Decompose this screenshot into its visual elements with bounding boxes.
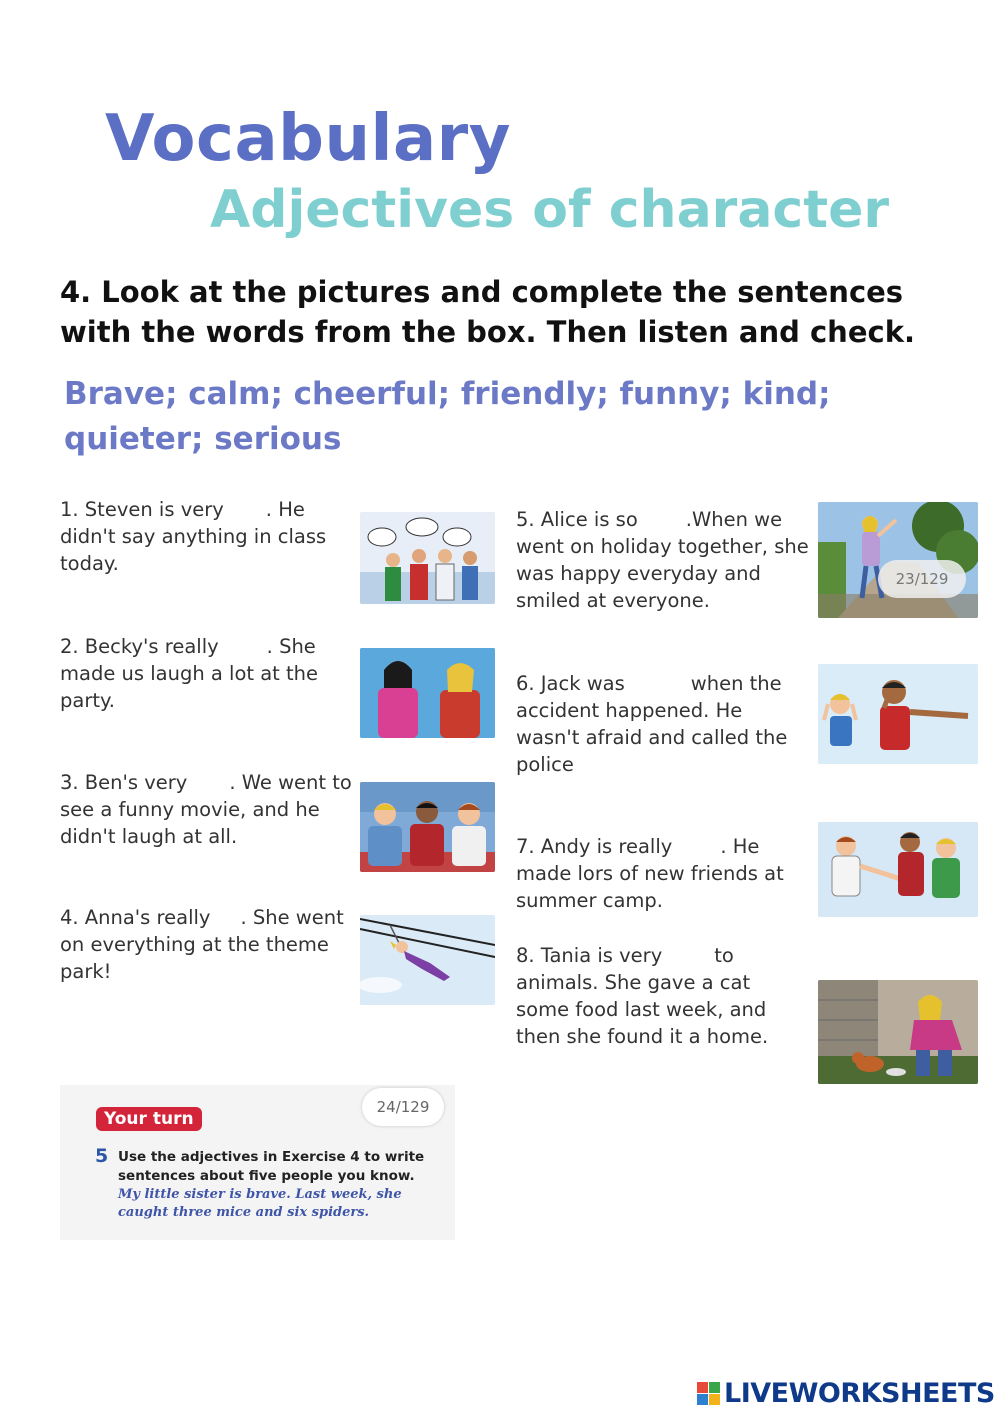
word-box: Brave; calm; cheerful; friendly; funny; kind; quieter; serious	[64, 376, 831, 457]
sentence-1-before: 1. Steven is very	[60, 498, 224, 521]
sentence-8-before: 8. Tania is very	[516, 944, 663, 967]
sentence-3-after: . We went to see a funny movie, and he didn't laugh at all.	[60, 771, 352, 848]
sentence-7-after: . He made lors of new friends at summer camp.	[516, 835, 784, 912]
sentence-1-after: . He didn't say anything in class today.	[60, 498, 327, 575]
sentence-7	[516, 833, 806, 914]
picture-3-cinema	[360, 782, 495, 872]
exercise-number: 5	[95, 1145, 109, 1167]
sentence-3-before: 3. Ben's very	[60, 771, 188, 794]
sentence-5-before: 5. Alice is so	[516, 508, 638, 531]
sentence-3	[60, 769, 360, 850]
picture-6-jack-phone	[818, 664, 978, 764]
sentence-4-after: . She went on everything at the theme park!	[60, 906, 344, 983]
picture-8-tania-cat	[818, 980, 978, 1084]
sentence-2	[60, 633, 360, 714]
page-title: Vocabulary	[105, 102, 511, 176]
sentence-6	[516, 670, 806, 778]
liveworksheets-logo-icon	[697, 1382, 721, 1406]
sentence-6-before: 6. Jack was	[516, 672, 625, 695]
your-turn-example: My little sister is brave. Last week, she caught three mice and six spiders.	[118, 1187, 402, 1220]
sentence-4-before: 4. Anna's really	[60, 906, 211, 929]
sentence-6-after: when the accident happened. He wasn't afraid and called the police	[516, 672, 788, 776]
sentence-2-before: 2. Becky's really	[60, 635, 219, 658]
sentence-8	[516, 942, 806, 1050]
sentence-7-before: 7. Andy is really	[516, 835, 673, 858]
sentence-5	[516, 506, 816, 614]
picture-7-andy-friends	[818, 822, 978, 917]
sentence-8-after: to animals. She gave a cat some food last week, and then she found it a home.	[516, 944, 769, 1048]
picture-1-students	[360, 512, 495, 604]
your-turn-instruction: Use the adjectives in Exercise 4 to write sentences about five people you know.	[118, 1149, 425, 1184]
exercise-instruction: 4. Look at the pictures and complete the sentences with the words from the box. Then listen and check.	[60, 275, 915, 349]
page-counter-1[interactable]: 23/129	[878, 560, 966, 598]
picture-2-girls-laughing	[360, 648, 495, 738]
sentence-1	[60, 496, 360, 577]
sentence-5-after: .When we went on holiday together, she was happy everyday and smiled at everyone.	[516, 508, 809, 612]
sentence-4	[60, 904, 360, 985]
picture-4-zipline	[360, 915, 495, 1005]
liveworksheets-brand[interactable]: LIVEWORKSHEETS	[724, 1378, 995, 1409]
page-counter-2[interactable]: 24/129	[362, 1088, 444, 1126]
your-turn-badge: Your turn	[96, 1107, 202, 1131]
sentence-2-after: . She made us laugh a lot at the party.	[60, 635, 319, 712]
page-subtitle: Adjectives of character	[210, 180, 889, 240]
